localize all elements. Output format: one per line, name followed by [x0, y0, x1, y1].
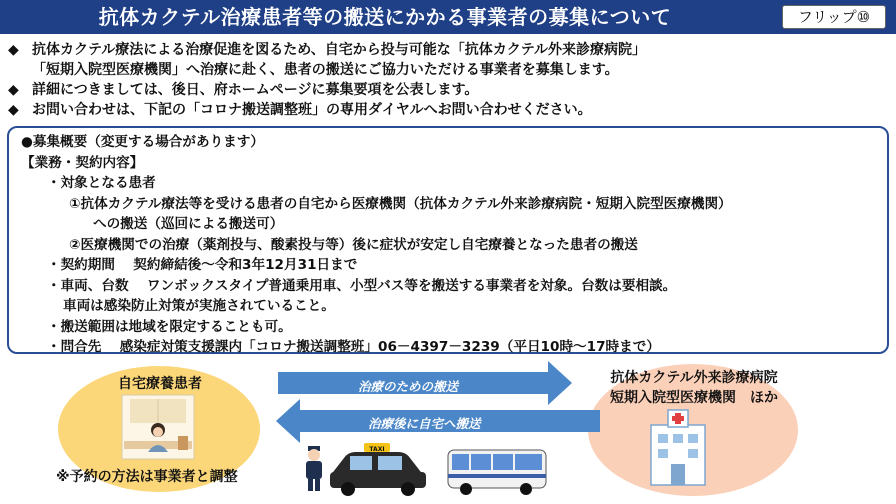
diamond-bullet-icon: ◆	[8, 42, 19, 58]
bullet-text: お問い合わせは、下記の「コロナ搬送調整班」の専用ダイヤルへお問い合わせください。	[32, 102, 592, 118]
bullet-text: 「短期入院型医療機関」へ治療に赴く、患者の搬送にご協力いただける事業者を募集します。	[32, 62, 619, 78]
contact-info: ・問合先 感染症対策支援課内「コロナ搬送調整班」06－4397－3239（平日10時～17時まで）	[47, 339, 660, 355]
reservation-note: ※予約の方法は事業者と調整	[56, 469, 238, 485]
arrow-label-to-hospital: 治療のための搬送	[358, 379, 459, 394]
bullet-text: 詳細につきましては、後日、府ホームページに募集要項を公表します。	[32, 82, 479, 98]
target-title: ・対象となる患者	[47, 175, 156, 191]
diamond-bullet-icon: ◆	[8, 102, 19, 118]
taxi-sign: TAXI	[369, 446, 385, 453]
summary-heading: ●募集概要（変更する場合があります）	[21, 134, 264, 150]
target-item-1-cont: への搬送（巡回による搬送可）	[93, 216, 284, 232]
hospital-label	[574, 368, 814, 408]
target-item-2: ②医療機関での治療（薬剤投与、酸素投与等）後に症状が安定し自宅療養となった患者の搬送	[69, 236, 638, 253]
hospital-label-line-2: 短期入院型医療機関 ほか	[610, 390, 778, 406]
bullet-text: 抗体カクテル療法による治療促進を図るため、自宅から投与可能な「抗体カクテル外来診療病院」	[32, 42, 647, 58]
hospital-label-line-1: 抗体カクテル外来診療病院	[610, 370, 778, 386]
diamond-bullet-icon: ◆	[8, 82, 19, 98]
hospital-icon	[651, 410, 705, 485]
arrow-label-to-home: 治療後に自宅へ搬送	[368, 416, 481, 431]
page-title: 抗体カクテル治療患者等の搬送にかかる事業者の募集について	[98, 5, 672, 29]
flip-badge: フリップ⑩	[782, 5, 886, 29]
transport-area: ・搬送範囲は地域を限定することも可。	[47, 318, 292, 335]
section-heading: 【業務・契約内容】	[21, 154, 144, 171]
patient-label: 自宅療養患者	[118, 376, 202, 392]
vehicles: ・車両、台数 ワンボックスタイプ普通乗用車、小型バス等を搬送する事業者を対象。台数は要相談。	[47, 277, 677, 294]
driver-icon	[306, 446, 322, 491]
contract-period: ・契約期間 契約締結後～令和3年12月31日まで	[47, 257, 358, 273]
vehicles-cont: 車両は感染防止対策が実施されていること。	[63, 298, 335, 314]
target-item-1: ①抗体カクテル療法等を受ける患者の自宅から医療機関（抗体カクテル外来診療病院・短期入院型医療機関）	[69, 195, 732, 212]
patient-at-home-icon	[122, 395, 194, 459]
bus-icon	[448, 450, 546, 495]
